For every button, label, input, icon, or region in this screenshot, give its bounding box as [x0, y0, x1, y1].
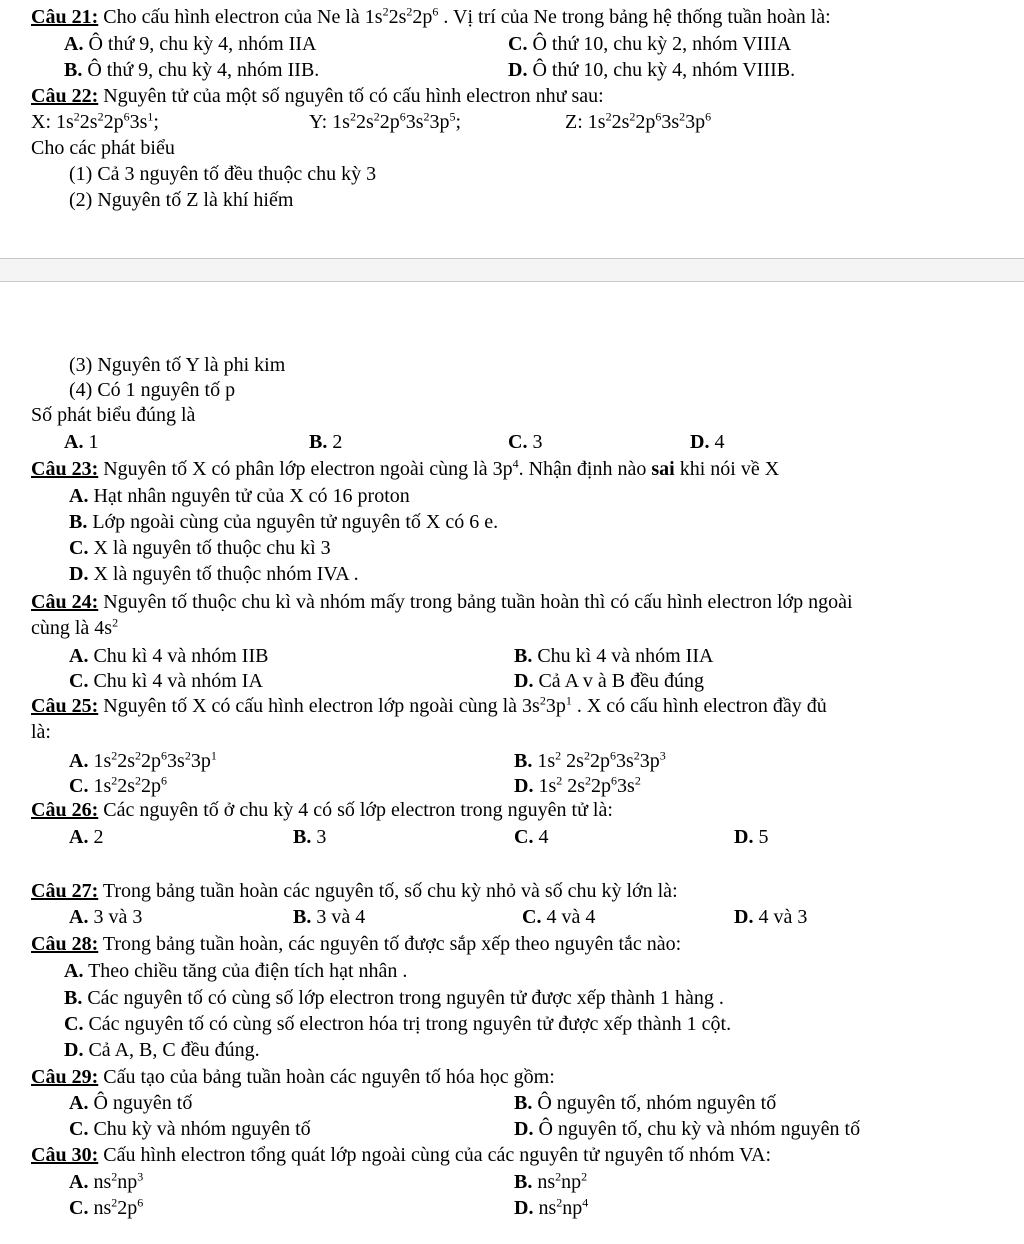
option-a: A. 2 — [69, 826, 104, 848]
config-x: X: $1s^22s^22p^63s^1$; — [31, 109, 159, 133]
q24-stem: Câu 24: Nguyên tố thuộc chu kì và nhóm mấy trong bảng tuần hoàn thì có cấu hình electron lớp ngoài — [31, 591, 853, 613]
q27-options — [0, 904, 1024, 930]
option-d: D. Ô thứ 10, chu kỳ 4, nhóm VIIIB. — [508, 59, 796, 81]
option-a: A. Chu kì 4 và nhóm IIB — [69, 645, 269, 667]
option-d: D. $ns^2np^4$ — [514, 1195, 589, 1219]
option-a: A. 1 — [64, 431, 99, 453]
option-c: C. $ns^22p^6$ — [69, 1195, 144, 1219]
q22-options — [0, 429, 1024, 455]
question-label: Câu 27: — [31, 880, 99, 902]
question-label: Câu 21: — [31, 6, 99, 28]
option-a: A. $1s^22s^22p^63s^23p^1$ — [69, 748, 217, 772]
config-y: Y: $1s^22s^22p^63s^23p^5$; — [309, 109, 462, 133]
q22-intro: Cho các phát biểu — [31, 137, 175, 159]
q22-stem: Câu 22: Nguyên tử của một số nguyên tố có cấu hình electron như sau: — [31, 85, 604, 107]
q23-stem: Câu 23: Nguyên tố X có phân lớp electron ngoài cùng là $3p^4$. Nhận định nào sai khi nói về X — [31, 456, 780, 480]
option-c: C. Chu kì 4 và nhóm IA — [69, 670, 263, 692]
option-b: B. $1s^2$ $2s^22p^63s^23p^3$ — [514, 748, 666, 772]
q28-option-c: C. Các nguyên tố có cùng số electron hóa trị trong nguyên tử được xếp thành 1 cột. — [64, 1013, 732, 1035]
q23-option-a: A. Hạt nhân nguyên tử của X có 16 proton — [69, 485, 410, 507]
option-a: A. Ô thứ 9, chu kỳ 4, nhóm IIA — [64, 33, 317, 55]
q25-options-row2 — [0, 773, 1024, 799]
option-d: D. 4 — [690, 431, 725, 453]
option-b: B. 3 và 4 — [293, 906, 366, 928]
q30-options-row2 — [0, 1195, 1024, 1221]
q28-stem: Câu 28: Trong bảng tuần hoàn, các nguyên tố được sắp xếp theo nguyên tắc nào: — [31, 933, 682, 955]
question-label: Câu 30: — [31, 1144, 99, 1166]
option-c: C. 4 — [514, 826, 549, 848]
option-d: D. 5 — [734, 826, 769, 848]
q23-option-d: D. X là nguyên tố thuộc nhóm IVA . — [69, 563, 359, 585]
q29-options-row2 — [0, 1116, 1024, 1142]
question-label: Câu 29: — [31, 1066, 99, 1088]
option-b: B. Ô thứ 9, chu kỳ 4, nhóm IIB. — [64, 59, 320, 81]
option-d: D. $1s^2$ $2s^22p^63s^2$ — [514, 773, 641, 797]
q22-statement-4: (4) Có 1 nguyên tố p — [69, 379, 236, 401]
q23-option-c: C. X là nguyên tố thuộc chu kì 3 — [69, 537, 331, 559]
option-b: B. Ô nguyên tố, nhóm nguyên tố — [514, 1092, 777, 1114]
q26-options — [0, 824, 1024, 850]
option-a: A. 3 và 3 — [69, 906, 143, 928]
question-label: Câu 26: — [31, 799, 99, 821]
option-c: C. Chu kỳ và nhóm nguyên tố — [69, 1118, 311, 1140]
q29-stem: Câu 29: Cấu tạo của bảng tuần hoàn các nguyên tố hóa học gồm: — [31, 1066, 555, 1088]
question-label: Câu 22: — [31, 85, 99, 107]
question-label: Câu 24: — [31, 591, 99, 613]
q21-options-row2 — [0, 57, 1024, 83]
option-d: D. Cả A v à B đều đúng — [514, 670, 704, 692]
q25-options-row1 — [0, 748, 1024, 774]
q22-statement-2: (2) Nguyên tố Z là khí hiếm — [69, 189, 294, 211]
option-d: D. Ô nguyên tố, chu kỳ và nhóm nguyên tố — [514, 1118, 861, 1140]
q24-options-row1 — [0, 643, 1024, 669]
option-c: C. 4 và 4 — [522, 906, 596, 928]
q24-stem-2: cùng là $4s^2$ — [31, 615, 119, 639]
option-c: C. Ô thứ 10, chu kỳ 2, nhóm VIIIA — [508, 33, 792, 55]
option-b: B. 2 — [309, 431, 343, 453]
q22-statement-3: (3) Nguyên tố Y là phi kim — [69, 354, 286, 376]
option-b: B. Chu kì 4 và nhóm IIA — [514, 645, 714, 667]
q27-stem: Câu 27: Trong bảng tuần hoàn các nguyên tố, số chu kỳ nhỏ và số chu kỳ lớn là: — [31, 880, 678, 902]
q25-stem-2: là: — [31, 721, 51, 743]
q30-stem: Câu 30: Cấu hình electron tổng quát lớp ngoài cùng của các nguyên tử nguyên tố nhóm VA: — [31, 1144, 771, 1166]
option-b: B. 3 — [293, 826, 327, 848]
option-a: A. $ns^2np^3$ — [69, 1169, 144, 1193]
q22-ask: Số phát biểu đúng là — [31, 404, 196, 426]
question-label: Câu 28: — [31, 933, 99, 955]
q28-option-a: A. Theo chiều tăng của điện tích hạt nhân . — [64, 960, 408, 982]
q21-stem: Câu 21: Cho cấu hình electron của Ne là $1s^22s^22p^6$ . Vị trí của Ne trong bảng hệ thống tuần hoàn là: — [31, 4, 831, 28]
q21-options-row1 — [0, 31, 1024, 57]
q28-option-d: D. Cả A, B, C đều đúng. — [64, 1039, 260, 1061]
q24-options-row2 — [0, 668, 1024, 694]
question-label: Câu 23: — [31, 458, 99, 480]
q22-configs — [0, 109, 1024, 135]
option-d: D. 4 và 3 — [734, 906, 808, 928]
option-b: B. $ns^2np^2$ — [514, 1169, 588, 1193]
config-z: Z: $1s^22s^22p^63s^23p^6$ — [565, 109, 712, 133]
q29-options-row1 — [0, 1090, 1024, 1116]
q22-statement-1: (1) Cả 3 nguyên tố đều thuộc chu kỳ 3 — [69, 163, 377, 185]
q28-option-b: B. Các nguyên tố có cùng số lớp electron trong nguyên tử được xếp thành 1 hàng . — [64, 987, 724, 1009]
option-c: C. 3 — [508, 431, 543, 453]
q30-options-row1 — [0, 1169, 1024, 1195]
option-c: C. $1s^22s^22p^6$ — [69, 773, 168, 797]
q25-stem: Câu 25: Nguyên tố X có cấu hình electron lớp ngoài cùng là $3s^23p^1$ . X có cấu hình electron đầy đủ — [31, 693, 827, 717]
option-a: A. Ô nguyên tố — [69, 1092, 193, 1114]
q23-option-b: B. Lớp ngoài cùng của nguyên tử nguyên tố X có 6 e. — [69, 511, 499, 533]
q26-stem: Câu 26: Các nguyên tố ở chu kỳ 4 có số lớp electron trong nguyên tử là: — [31, 799, 613, 821]
page-break-divider — [0, 258, 1024, 282]
question-label: Câu 25: — [31, 695, 99, 717]
